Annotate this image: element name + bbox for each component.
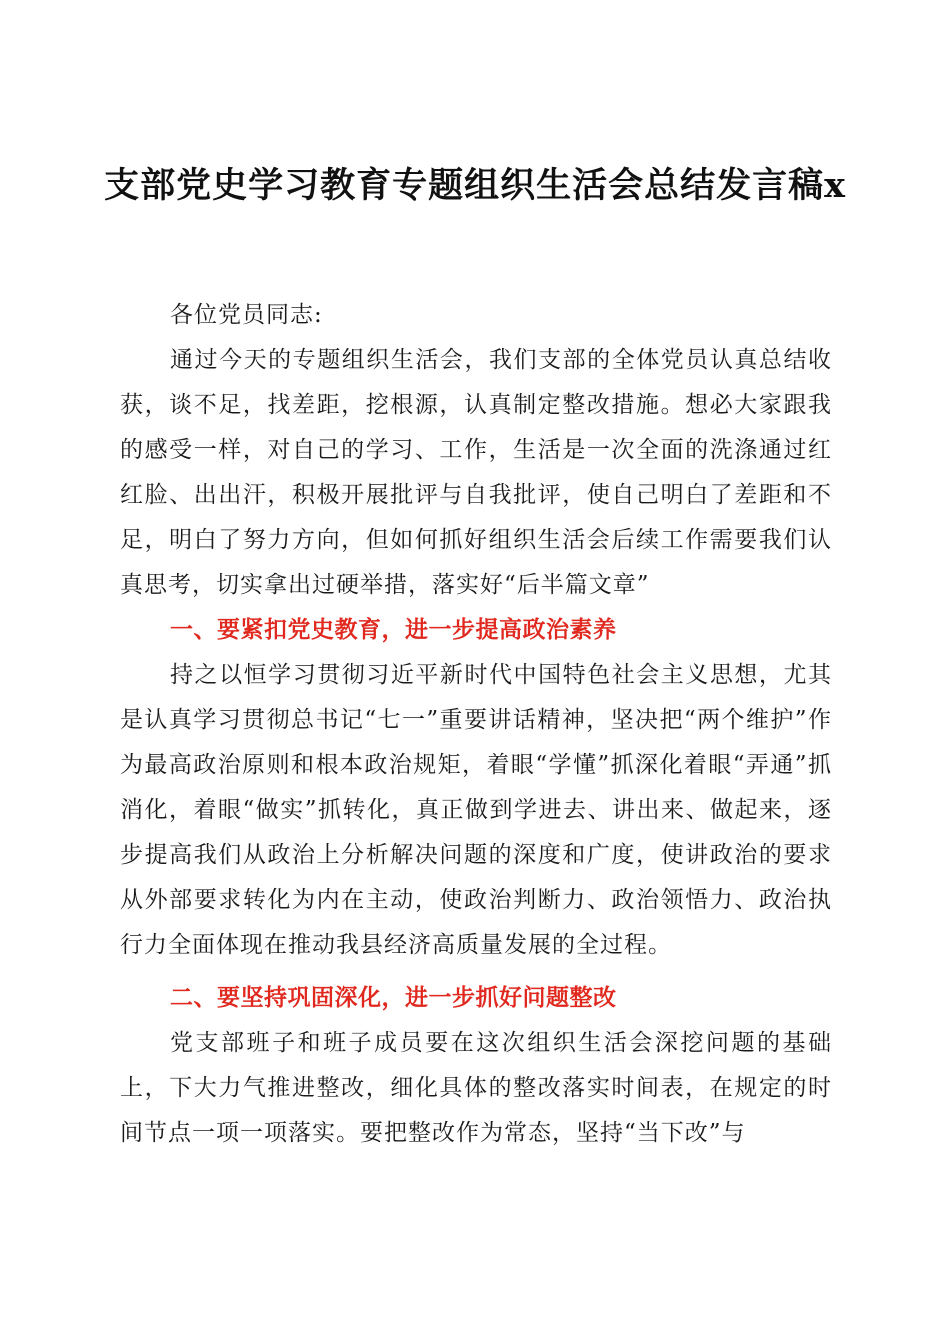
- document-title: 支部党史学习教育专题组织生活会总结发言稿x: [104, 165, 846, 206]
- section-heading-2: 二、要坚持巩固深化，进一步抓好问题整改: [170, 985, 617, 1011]
- section-body-1: 持之以恒学习贯彻习近平新时代中国特色社会主义思想，尤其是认真学习贯彻总书记“七一”重要讲话精神，坚决把“两个维护”作为最高政治原则和根本政治规矩，着眼“学懂”抓深化着眼“弄通”抓消化，着眼“做实”抓转化，真正做到学进去、讲出来、做起来，逐步提高我们从政治上分析解决问题的深度和广度，使讲政治的要求从外部要求转化为内在主动，使政治判断力、政治领悟力、政治执行力全面体现在推动我县经济高质量发展的全过程。: [120, 662, 832, 958]
- section-spacer: [120, 968, 832, 976]
- greeting-paragraph: 各位党员同志:: [170, 302, 323, 328]
- section-body-2: 党支部班子和班子成员要在这次组织生活会深挖问题的基础上，下大力气推进整改，细化具体的整改落实时间表，在规定的时间节点一项一项落实。要把整改作为常态，坚持“当下改”与: [120, 1030, 832, 1146]
- intro-paragraph: 通过今天的专题组织生活会，我们支部的全体党员认真总结收获，谈不足，找差距，挖根源，认真制定整改措施。想必大家跟我的感受一样，对自己的学习、工作，生活是一次全面的洗涤通过红红脸、出出汗，积极开展批评与自我批评，使自己明白了差距和不足，明白了努力方向，但如何抓好组织生活会后续工作需要我们认真思考，切实拿出过硬举措，落实好“后半篇文章”: [120, 347, 832, 598]
- section-heading-1: 一、要紧扣党史教育，进一步提高政治素养: [170, 617, 617, 643]
- document-body: [120, 293, 832, 1156]
